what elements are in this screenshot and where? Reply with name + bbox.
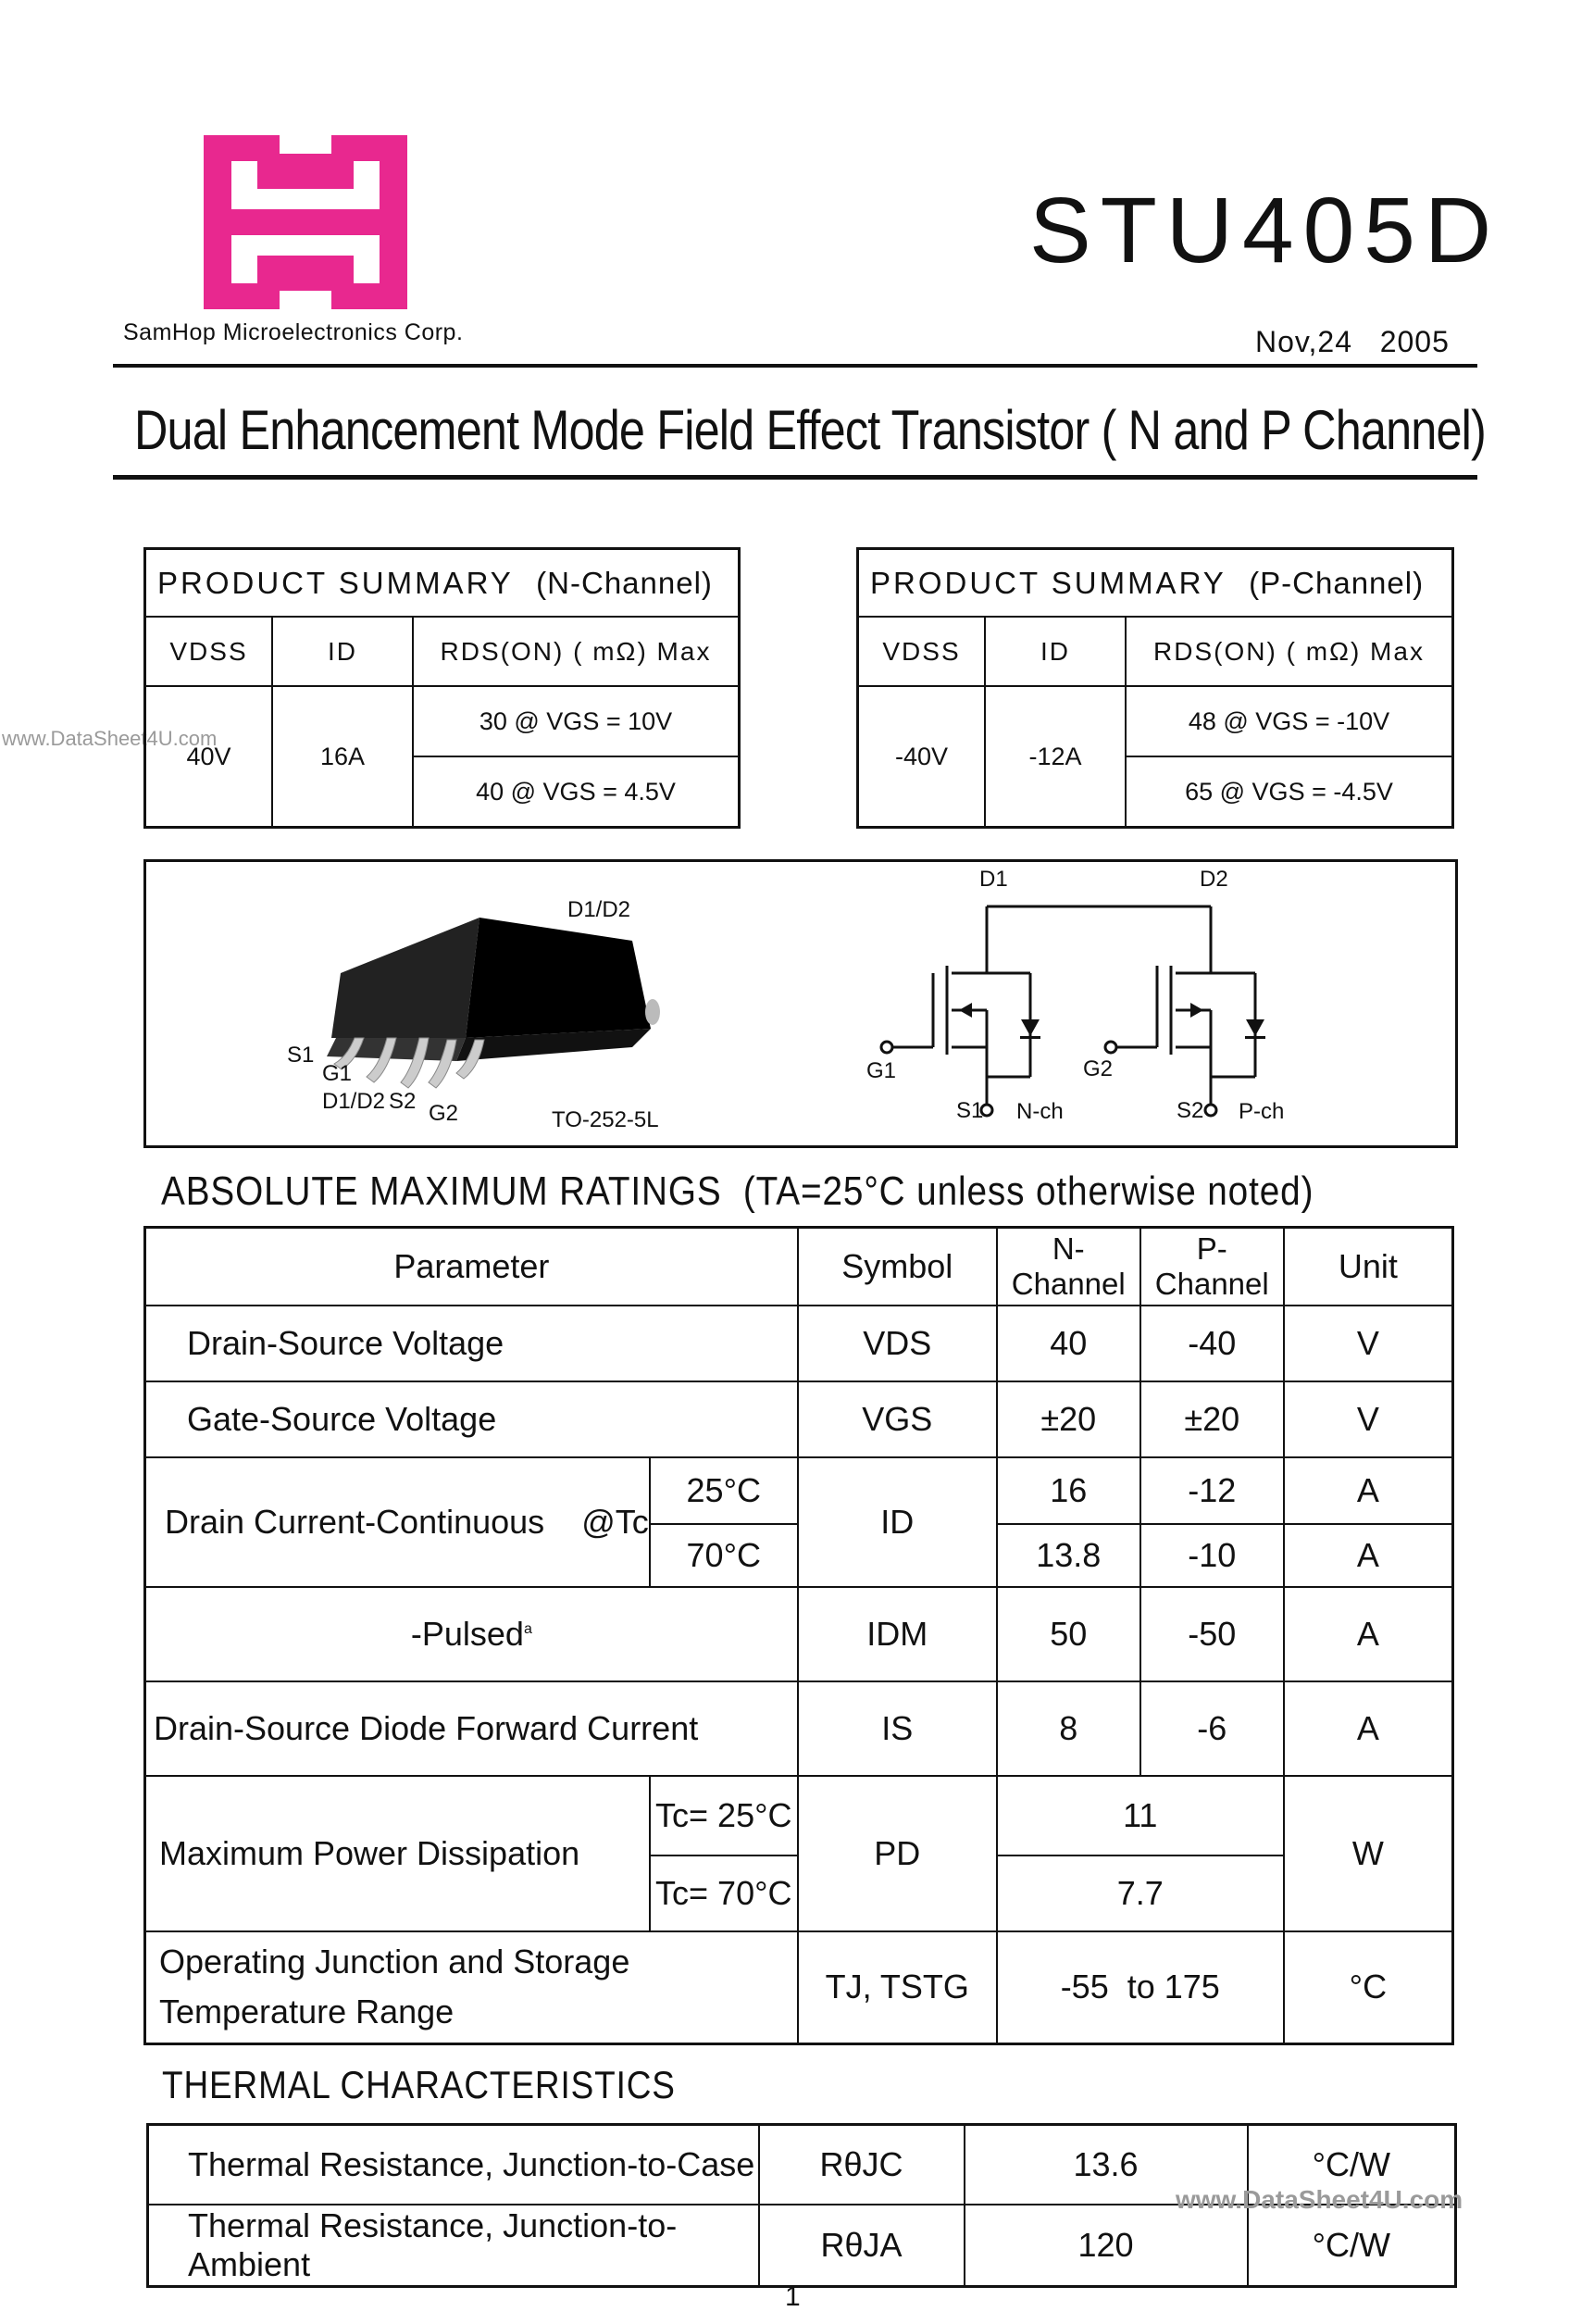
- value: 120: [965, 2205, 1248, 2287]
- temp-cond: Tc= 25°C: [650, 1776, 798, 1855]
- unit: °C: [1284, 1931, 1453, 2044]
- col-id: ID: [272, 617, 413, 686]
- product-summary-n: [143, 547, 741, 829]
- unit: °C/W: [1248, 2125, 1456, 2205]
- table-row: [145, 1457, 1453, 1524]
- unit: V: [1284, 1306, 1453, 1381]
- thermal-heading: THERMAL CHARACTERISTICS: [162, 2063, 676, 2106]
- p-value: -40: [1140, 1306, 1284, 1381]
- p-value: -12: [1140, 1457, 1284, 1524]
- label-d1d2-top: D1/D2: [567, 897, 631, 922]
- id-value: 16A: [272, 686, 413, 828]
- n-value: 50: [997, 1587, 1140, 1681]
- param: Drain Current-Continuous @Tc: [145, 1457, 650, 1587]
- param: Thermal Resistance, Junction-to-Case: [148, 2125, 759, 2205]
- value: 7.7: [997, 1855, 1284, 1931]
- unit: A: [1284, 1457, 1453, 1524]
- param: Operating Junction and Storage Temperature Range: [145, 1931, 798, 2044]
- rds-value-2: 40 @ VGS = 4.5V: [413, 756, 740, 828]
- vdss-value: 40V: [145, 686, 273, 828]
- header-rule: [113, 364, 1477, 368]
- param: Drain-Source Diode Forward Current: [145, 1681, 798, 1776]
- company-name: SamHop Microelectronics Corp.: [123, 319, 464, 345]
- product-summary-p: [856, 547, 1454, 829]
- vdss-value: -40V: [858, 686, 986, 828]
- schematic: [868, 862, 1442, 1140]
- symbol: PD: [798, 1776, 997, 1931]
- col-rds: RDS(ON) ( mΩ) Max: [413, 617, 740, 686]
- col-vdss: VDSS: [145, 617, 273, 686]
- temp-cond: 70°C: [650, 1524, 798, 1587]
- table-row: [148, 2205, 1456, 2287]
- sch-s1: S1: [956, 1098, 984, 1123]
- package-panel: [143, 859, 1458, 1148]
- symbol: TJ, TSTG: [798, 1931, 997, 2044]
- label-s2: S2: [389, 1089, 417, 1114]
- table-row: [145, 1931, 1453, 2044]
- symbol: IS: [798, 1681, 997, 1776]
- rds-value-1: 30 @ VGS = 10V: [413, 686, 740, 756]
- col-n-channel: N-Channel: [997, 1228, 1140, 1306]
- table-row: [145, 1681, 1453, 1776]
- n-value: 8: [997, 1681, 1140, 1776]
- rds-value-1: 48 @ VGS = -10V: [1126, 686, 1453, 756]
- col-id: ID: [985, 617, 1126, 686]
- part-number: STU405D: [1029, 179, 1501, 282]
- page-number: 1: [785, 2281, 801, 2312]
- temp-cond: 25°C: [650, 1457, 798, 1524]
- col-vdss: VDSS: [858, 617, 986, 686]
- unit: A: [1284, 1681, 1453, 1776]
- symbol: VGS: [798, 1381, 997, 1457]
- symbol: RθJC: [759, 2125, 965, 2205]
- p-value: -10: [1140, 1524, 1284, 1587]
- param: Drain-Source Voltage: [145, 1306, 798, 1381]
- label-g1: G1: [322, 1061, 353, 1086]
- ratings-heading: ABSOLUTE MAXIMUM RATINGS (TA=25°C unless otherwise noted): [161, 1168, 1314, 1214]
- symbol: ID: [798, 1457, 997, 1587]
- summary-p-heading: PRODUCT SUMMARY (P-Channel): [858, 549, 1453, 618]
- unit: V: [1284, 1381, 1453, 1457]
- rds-value-2: 65 @ VGS = -4.5V: [1126, 756, 1453, 828]
- samhop-logo: [204, 135, 407, 309]
- table-row: [145, 1776, 1453, 1855]
- sch-d2: D2: [1200, 867, 1228, 892]
- n-value: 16: [997, 1457, 1140, 1524]
- value: 11: [997, 1776, 1284, 1855]
- col-symbol: Symbol: [798, 1228, 997, 1306]
- package-image: [318, 908, 854, 1103]
- watermark-left: www.DataSheet4U.com: [2, 727, 218, 750]
- n-value: 13.8: [997, 1524, 1140, 1587]
- param: Maximum Power Dissipation: [145, 1776, 650, 1931]
- value: 13.6: [965, 2125, 1248, 2205]
- param: Gate-Source Voltage: [145, 1381, 798, 1457]
- p-value: -50: [1140, 1587, 1284, 1681]
- symbol: IDM: [798, 1587, 997, 1681]
- sch-g1: G1: [866, 1058, 897, 1083]
- footnote-mark: a: [523, 1620, 532, 1637]
- col-p-channel: P-Channel: [1140, 1228, 1284, 1306]
- unit: A: [1284, 1524, 1453, 1587]
- unit: W: [1284, 1776, 1453, 1931]
- symbol: RθJA: [759, 2205, 965, 2287]
- p-value: ±20: [1140, 1381, 1284, 1457]
- watermark-bottom: www.DataSheet4U.com: [1176, 2185, 1463, 2214]
- table-row: [145, 1381, 1453, 1457]
- param: Thermal Resistance, Junction-to-Ambient: [148, 2205, 759, 2287]
- unit: °C/W: [1248, 2205, 1456, 2287]
- label-d1d2-bottom: D1/D2: [322, 1089, 386, 1114]
- sch-s2: S2: [1177, 1098, 1204, 1123]
- sch-g2: G2: [1083, 1056, 1114, 1081]
- package-name: TO-252-5L: [552, 1107, 659, 1132]
- document-title: Dual Enhancement Mode Field Effect Transistor ( N and P Channel): [134, 399, 1486, 461]
- label-g2: G2: [429, 1101, 459, 1126]
- ratings-table: [143, 1226, 1454, 2045]
- sch-pch: P-ch: [1239, 1099, 1285, 1124]
- sch-d1: D1: [979, 867, 1008, 892]
- n-value: 40: [997, 1306, 1140, 1381]
- summary-n-heading: PRODUCT SUMMARY (N-Channel): [145, 549, 740, 618]
- title-rule: [113, 475, 1477, 480]
- p-value: -6: [1140, 1681, 1284, 1776]
- symbol: VDS: [798, 1306, 997, 1381]
- col-unit: Unit: [1284, 1228, 1453, 1306]
- table-row: [145, 1306, 1453, 1381]
- issue-date: Nov,24 2005: [1255, 325, 1450, 358]
- col-parameter: Parameter: [145, 1228, 798, 1306]
- label-s1: S1: [287, 1043, 315, 1068]
- param: -Pulsed$^a$: [145, 1587, 798, 1681]
- temp-cond: Tc= 70°C: [650, 1855, 798, 1931]
- col-rds: RDS(ON) ( mΩ) Max: [1126, 617, 1453, 686]
- id-value: -12A: [985, 686, 1126, 828]
- table-row: [145, 1587, 1453, 1681]
- unit: A: [1284, 1587, 1453, 1681]
- sch-nch: N-ch: [1016, 1099, 1064, 1124]
- n-value: ±20: [997, 1381, 1140, 1457]
- value: -55 to 175: [997, 1931, 1284, 2044]
